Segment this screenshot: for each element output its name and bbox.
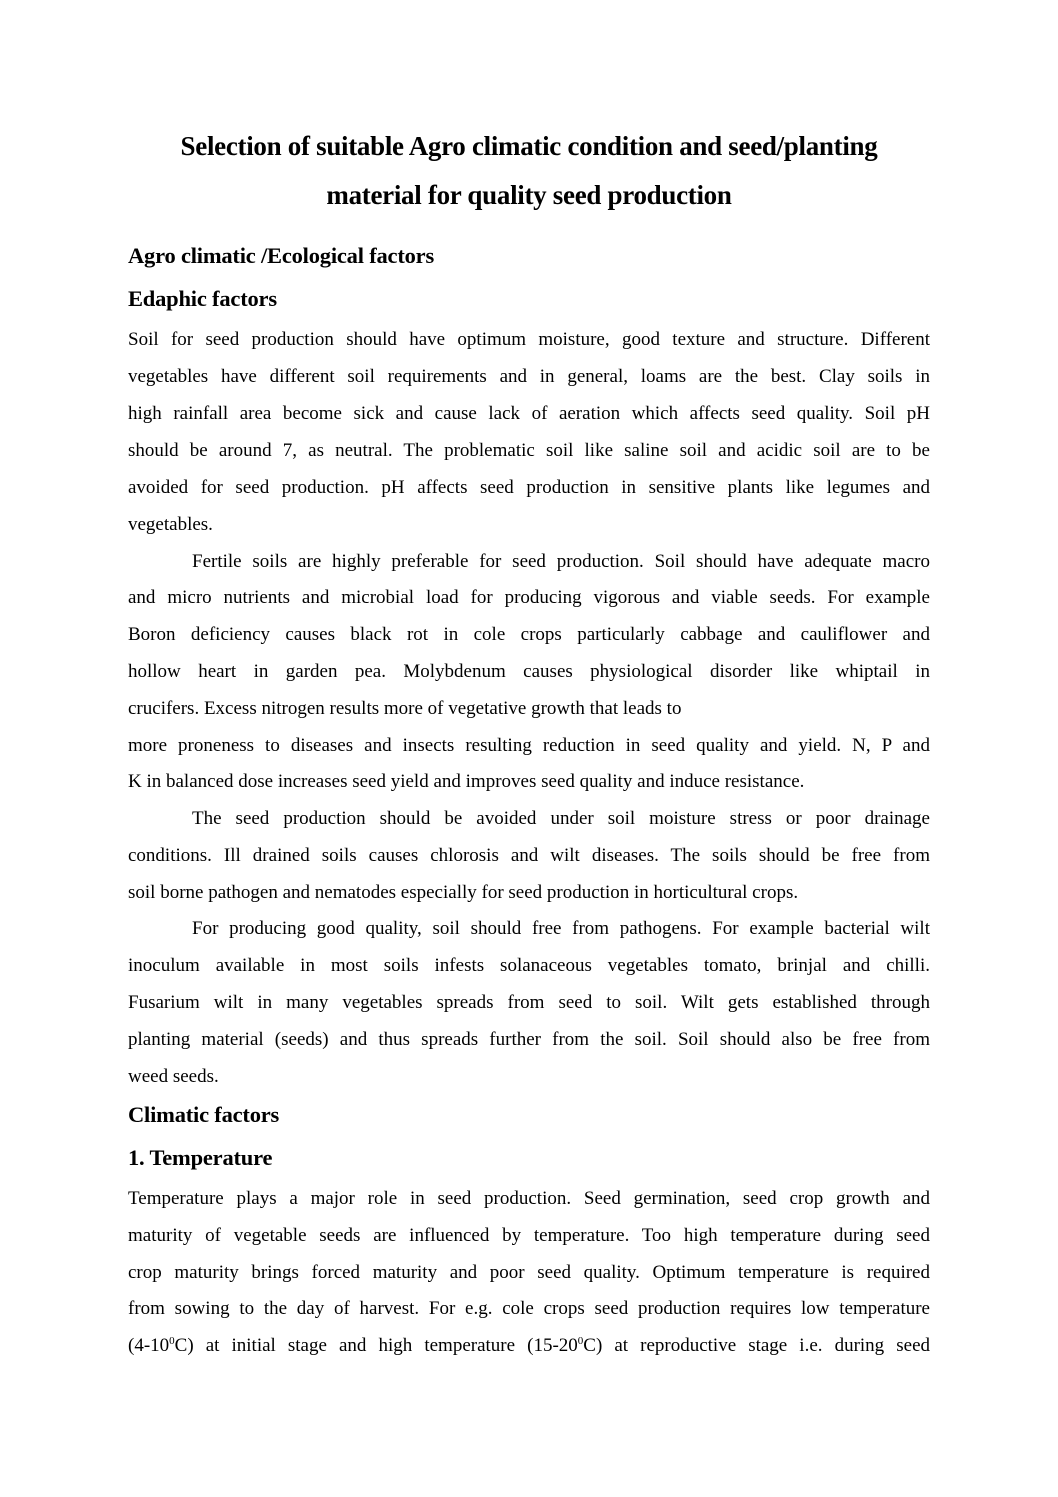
- heading-agro-climatic: Agro climatic /Ecological factors: [128, 243, 435, 268]
- paragraph-line: K in balanced dose increases seed yield and improves seed quality and induce resistance.: [128, 771, 805, 792]
- paragraph-line: inoculum available in most soils infests solanaceous vegetables tomato, brinjal and chilli.: [128, 955, 930, 976]
- paragraph-line: soil borne pathogen and nematodes especially for seed production in horticultural crops.: [128, 882, 799, 903]
- superscript-degree: 0: [169, 1335, 175, 1347]
- superscript-degree: 0: [577, 1335, 584, 1347]
- paragraph-line: high rainfall area become sick and cause lack of aeration which affects seed quality. Soil pH: [128, 403, 930, 424]
- paragraph-line: crucifers. Excess nitrogen results more of vegetative growth that leads to: [128, 698, 682, 719]
- paragraph-line: Boron deficiency causes black rot in cole crops particularly cabbage and cauliflower and: [128, 624, 930, 645]
- paragraph-line: Temperature plays a major role in seed production. Seed germination, seed crop growth and: [128, 1188, 930, 1209]
- paragraph-line: maturity of vegetable seeds are influenced by temperature. Too high temperature during seed: [128, 1225, 930, 1246]
- heading-edaphic: Edaphic factors: [128, 286, 277, 311]
- paragraph-line: weed seeds.: [128, 1066, 219, 1087]
- paragraph-line: avoided for seed production. pH affects seed production in sensitive plants like legumes and: [128, 477, 930, 498]
- paragraph-line: conditions. Ill drained soils causes chlorosis and wilt diseases. The soils should be free from: [128, 845, 930, 866]
- paragraph-line: Soil for seed production should have optimum moisture, good texture and structure. Different: [128, 329, 930, 350]
- paragraph-line: from sowing to the day of harvest. For e.g. cole crops seed production requires low temperature: [128, 1298, 930, 1319]
- document-title-line-2: material for quality seed production: [326, 180, 732, 210]
- paragraph-line-with-superscripts: [128, 1334, 930, 1358]
- paragraph-line: vegetables.: [128, 514, 213, 535]
- paragraph-line: vegetables have different soil requirements and in general, loams are the best. Clay soils in: [128, 366, 930, 387]
- paragraph-line: crop maturity brings forced maturity and poor seed quality. Optimum temperature is required: [128, 1262, 930, 1283]
- paragraph-line: planting material (seeds) and thus spreads further from the soil. Soil should also be free from: [128, 1029, 930, 1050]
- paragraph-line: hollow heart in garden pea. Molybdenum causes physiological disorder like whiptail in: [128, 661, 930, 682]
- heading-climatic: Climatic factors: [128, 1102, 280, 1127]
- paragraph-line: Fertile soils are highly preferable for seed production. Soil should have adequate macro: [192, 551, 930, 572]
- paragraph-line: The seed production should be avoided under soil moisture stress or poor drainage: [192, 808, 930, 829]
- text-segment: C) at initial stage and high temperature (15-20: [174, 1335, 578, 1356]
- heading-temperature: 1. Temperature: [128, 1145, 273, 1170]
- paragraph-line: For producing good quality, soil should free from pathogens. For example bacterial wilt: [192, 918, 930, 939]
- paragraph-line: Fusarium wilt in many vegetables spreads from seed to soil. Wilt gets established through: [128, 992, 930, 1013]
- text-segment: C) at reproductive stage i.e. during seed: [583, 1335, 931, 1356]
- paragraph-line: more proneness to diseases and insects resulting reduction in seed quality and yield. N, P and: [128, 735, 930, 756]
- paragraph-line: should be around 7, as neutral. The problematic soil like saline soil and acidic soil are to be: [128, 440, 930, 461]
- text-segment: (4-10: [128, 1335, 170, 1356]
- paragraph-line: and micro nutrients and microbial load for producing vigorous and viable seeds. For example: [128, 587, 930, 608]
- document-title-line-1: Selection of suitable Agro climatic condition and seed/planting: [180, 131, 878, 161]
